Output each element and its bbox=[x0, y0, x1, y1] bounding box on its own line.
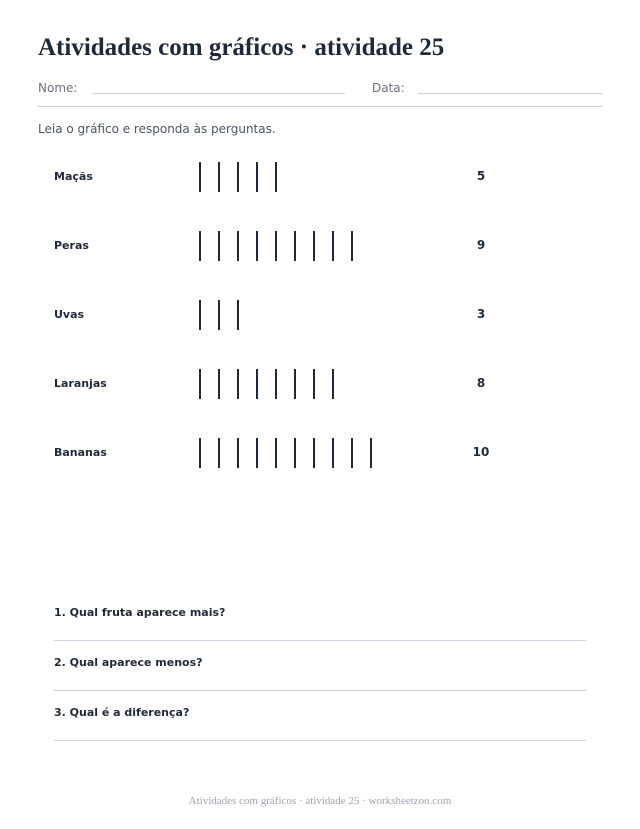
tally-mark bbox=[294, 369, 296, 399]
tally-mark bbox=[313, 369, 315, 399]
tally-mark bbox=[218, 369, 220, 399]
answer-line[interactable] bbox=[54, 640, 586, 641]
tally-mark bbox=[332, 438, 334, 468]
tally-mark bbox=[351, 438, 353, 468]
question-text: 3. Qual é a diferença? bbox=[54, 706, 190, 719]
tally-mark bbox=[256, 438, 258, 468]
tally-mark bbox=[237, 162, 239, 192]
tally-mark bbox=[237, 369, 239, 399]
row-label: Peras bbox=[54, 239, 89, 252]
tally-mark bbox=[199, 300, 201, 330]
page-title: Atividades com gráficos · atividade 25 bbox=[38, 34, 445, 61]
tally-mark bbox=[256, 162, 258, 192]
question-text: 1. Qual fruta aparece mais? bbox=[54, 606, 226, 619]
row-count: 8 bbox=[476, 376, 486, 390]
question-text: 2. Qual aparece menos? bbox=[54, 656, 203, 669]
answer-line[interactable] bbox=[54, 690, 586, 691]
tally-mark bbox=[218, 231, 220, 261]
tally-mark bbox=[199, 162, 201, 192]
tally-mark bbox=[199, 438, 201, 468]
name-label: Nome: bbox=[38, 81, 78, 95]
answer-line[interactable] bbox=[54, 740, 586, 741]
tally-mark bbox=[332, 231, 334, 261]
tally-mark bbox=[351, 231, 353, 261]
tally-mark bbox=[218, 438, 220, 468]
tally-mark bbox=[199, 369, 201, 399]
tally-mark bbox=[275, 369, 277, 399]
row-label: Laranjas bbox=[54, 377, 107, 390]
tally-row bbox=[0, 369, 640, 399]
tally-mark bbox=[275, 162, 277, 192]
tally-mark bbox=[332, 369, 334, 399]
tally-mark bbox=[275, 438, 277, 468]
tally-mark bbox=[275, 231, 277, 261]
tally-mark bbox=[218, 162, 220, 192]
tally-mark bbox=[237, 300, 239, 330]
tally-row bbox=[0, 438, 640, 468]
tally-mark bbox=[199, 231, 201, 261]
tally-mark bbox=[313, 438, 315, 468]
row-label: Maçãs bbox=[54, 170, 93, 183]
row-count: 9 bbox=[476, 238, 486, 252]
tally-mark bbox=[370, 438, 372, 468]
tally-mark bbox=[256, 231, 258, 261]
tally-mark bbox=[294, 231, 296, 261]
tally-mark bbox=[256, 369, 258, 399]
tally-mark bbox=[218, 300, 220, 330]
row-label: Bananas bbox=[54, 446, 107, 459]
footer: Atividades com gráficos · atividade 25 · worksheetzoo.com bbox=[188, 795, 452, 807]
tally-mark bbox=[237, 438, 239, 468]
tally-mark bbox=[294, 438, 296, 468]
tally-row bbox=[0, 231, 640, 261]
row-label: Uvas bbox=[54, 308, 85, 321]
date-label: Data: bbox=[372, 81, 405, 95]
row-count: 3 bbox=[476, 307, 486, 321]
tally-mark bbox=[237, 231, 239, 261]
tally-row bbox=[0, 162, 640, 192]
tally-row bbox=[0, 300, 640, 330]
instructions: Leia o gráfico e responda às perguntas. bbox=[38, 122, 276, 136]
row-count: 10 bbox=[472, 445, 490, 459]
tally-mark bbox=[313, 231, 315, 261]
row-count: 5 bbox=[476, 169, 486, 183]
